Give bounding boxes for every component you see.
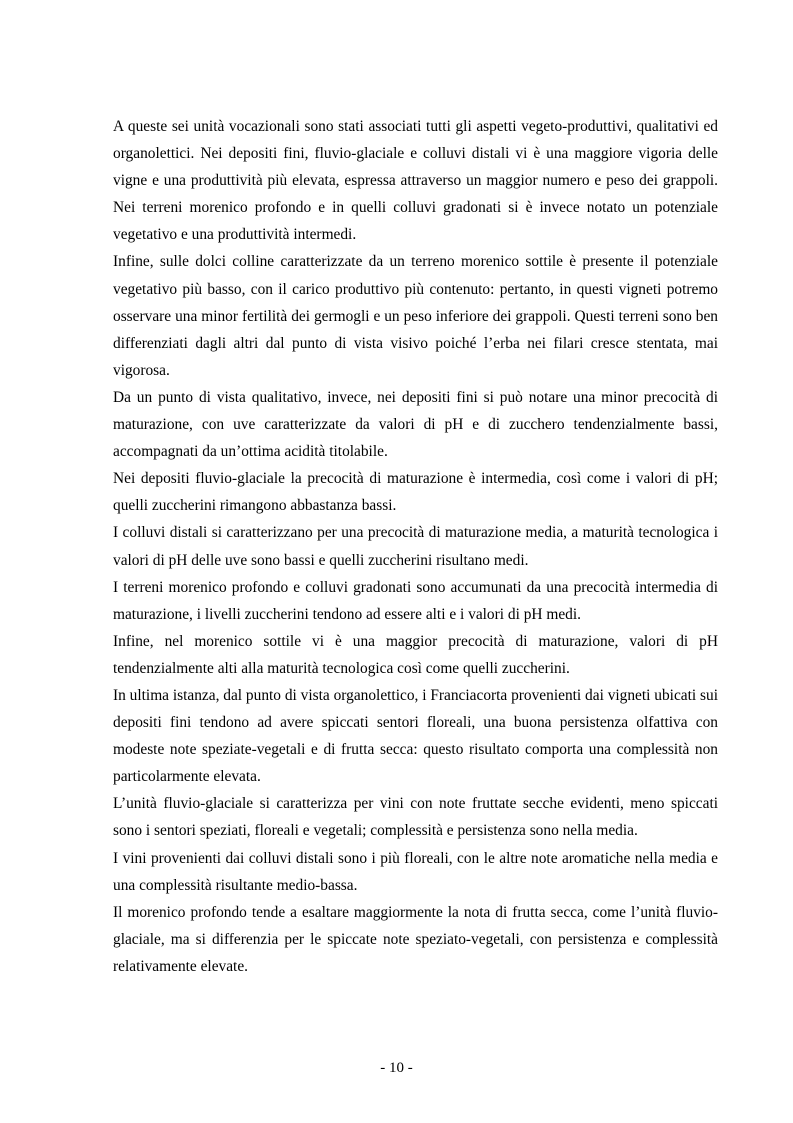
paragraph-vocational-units: A queste sei unità vocazionali sono stati associati tutti gli aspetti vegeto-produttivi, qualitativi ed organolettici. Nei depositi fini, fluvio-glaciale e colluvi distali vi è una maggiore vigoria delle vigne e una produttività più elevata, espressa attraverso un maggior numero e peso dei grappoli. Nei terreni morenico profondo e in quelli colluvi gradonati si è invece notato un potenziale vegetativo e una produttività intermedi.	[113, 118, 718, 244]
paragraph-fluvio-glacial: Nei depositi fluvio-glaciale la precocità di maturazione è intermedia, così come i valori di pH; quelli zuccherini rimangono abbastanza bassi.	[113, 470, 718, 515]
paragraph-organoleptic-fluvio-glacial: L’unità fluvio-glaciale si caratterizza per vini con note fruttate secche evidenti, meno spiccati sono i sentori speziati, floreali e vegetali; complessità e persistenza sono nella media.	[113, 795, 718, 840]
paragraph-organoleptic-deep-moraine: Il morenico profondo tende a esaltare maggiormente la nota di frutta secca, come l’unità fluvio-glaciale, ma si differenzia per le spiccate note speziato-vegetali, con persistenza e complessità relativamente elevate.	[113, 903, 718, 975]
page-body	[113, 113, 718, 980]
paragraph-thin-moraine-ripening: Infine, nel morenico sottile vi è una maggior precocità di maturazione, valori di pH tendenzialmente alti alla maturità tecnologica così come quelli zuccherini.	[113, 632, 718, 677]
paragraph-moraine-thin: Infine, sulle dolci colline caratterizzate da un terreno morenico sottile è presente il potenziale vegetativo più basso, con il carico produttivo più contenuto: pertanto, in questi vigneti potremo osservare una minor fertilità dei germogli e un peso inferiore dei grappoli. Questi terreni sono ben differenziati dagli altri dal punto di vista visivo poiché l’erba nei filari cresce stentata, mai vigorosa.	[113, 253, 718, 379]
paragraph-organoleptic-fine-deposits: In ultima istanza, dal punto di vista organolettico, i Franciacorta provenienti dai vigneti ubicati sui depositi fini tendono ad avere spiccati sentori floreali, una buona persistenza olfattiva con modeste note speziate-vegetali e di frutta secca: questo risultato comporta una complessità non particolarmente elevata.	[113, 686, 718, 786]
paragraph-organoleptic-distal-colluvium: I vini provenienti dai colluvi distali sono i più floreali, con le altre note aromatiche nella media e una complessità risultante medio-bassa.	[113, 849, 718, 894]
page-number: - 10 -	[380, 1060, 413, 1076]
paragraph-deep-moraine-terraced: I terreni morenico profondo e colluvi gradonati sono accumunati da una precocità intermedia di maturazione, i livelli zuccherini tendono ad essere alti e i valori di pH medi.	[113, 578, 718, 623]
paragraph-distal-colluvium: I colluvi distali si caratterizzano per una precocità di maturazione media, a maturità tecnologica i valori di pH delle uve sono bassi e quelli zuccherini risultano medi.	[113, 524, 718, 569]
paragraph-qualitative-fine-deposits: Da un punto di vista qualitativo, invece, nei depositi fini si può notare una minor precocità di maturazione, con uve caratterizzate da valori di pH e di zucchero tendenzialmente bassi, accompagnati da un’ottima acidità titolabile.	[113, 388, 718, 461]
